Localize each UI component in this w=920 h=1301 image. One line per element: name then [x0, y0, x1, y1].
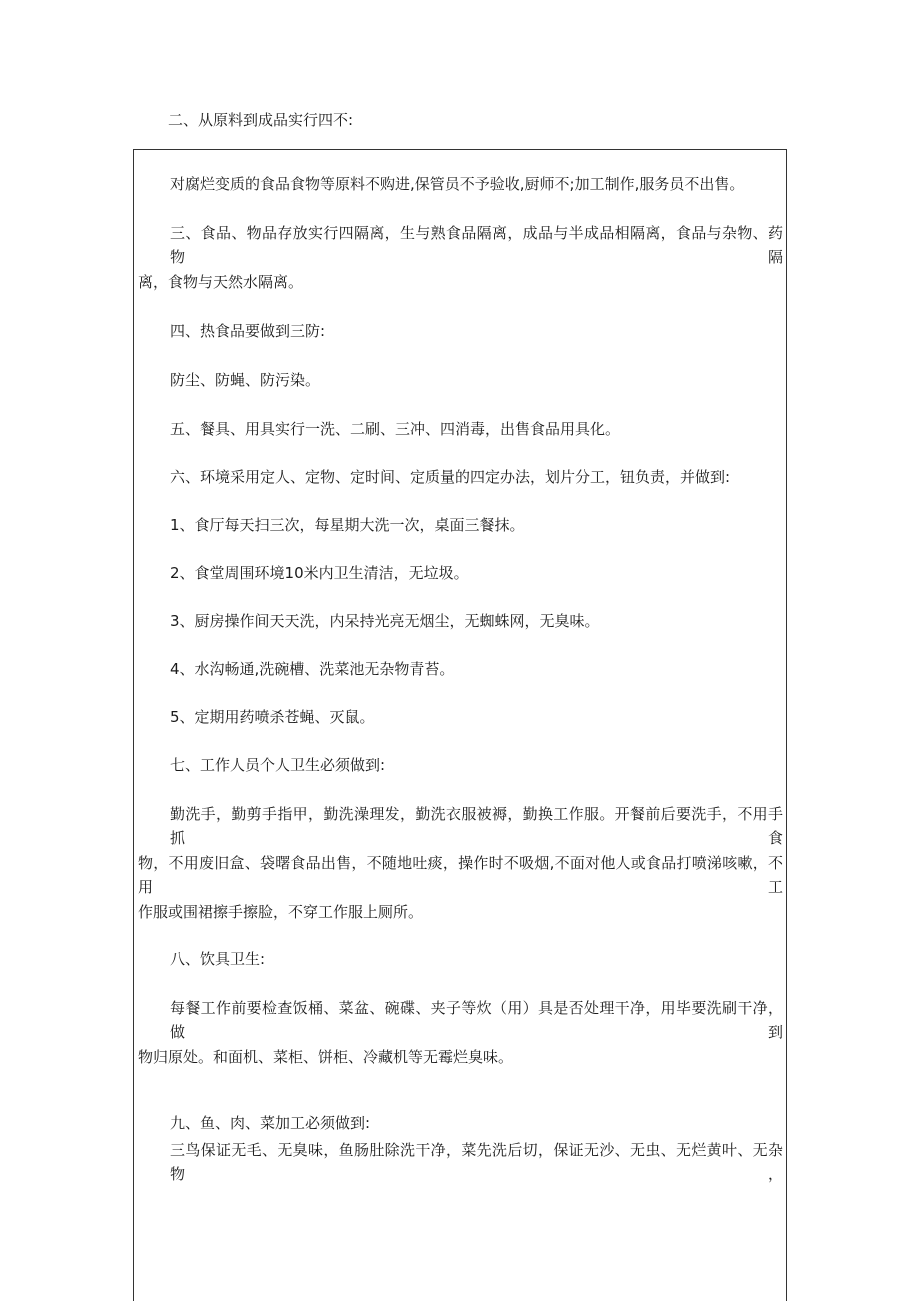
paragraph-line: 作服或围裙擦手擦脸，不穿工作服上厕所。	[138, 903, 424, 921]
paragraph-line: 七、工作人员个人卫生必须做到:	[170, 756, 386, 774]
paragraph-line: 勤洗手，勤剪手指甲，勤洗澡理发，勤洗衣服被褥，勤换工作服。开餐前后要洗手，不用手抓食	[170, 805, 783, 847]
paragraph-line: 物，不用废旧盒、袋曙食品出售，不随地吐痰，操作时不吸烟,不面对他人或食品打喷涕咳嗽，不用工	[138, 854, 783, 896]
paragraph-line: 九、鱼、肉、菜加工必须做到:	[170, 1114, 371, 1132]
paragraph-line: 三、食品、物品存放实行四隔离，生与熟食品隔离，成品与半成品相隔离，食品与杂物、药物隔	[170, 224, 783, 266]
paragraph-line: 五、餐具、用具实行一洗、二刷、三冲、四消毒，出售食品用具化。	[170, 420, 621, 438]
paragraph-line: 对腐烂变质的食品食物等原料不购进,保管员不予验收,厨师不;加工制作,服务员不出售。	[170, 175, 745, 193]
content-table-cell	[133, 149, 787, 1301]
paragraph-line: 四、热食品要做到三防:	[170, 322, 326, 340]
section-heading: 二、从原料到成品实行四不:	[168, 111, 354, 129]
paragraph-line: 离，食物与天然水隔离。	[138, 273, 304, 291]
paragraph-line: 1、食厅每天扫三次，每星期大洗一次，桌面三餐抹。	[170, 516, 525, 534]
paragraph-line: 5、定期用药喷杀苍蝇、灭鼠。	[170, 708, 375, 726]
paragraph-line: 八、饮具卫生:	[170, 950, 266, 968]
paragraph-line: 2、食堂周围环境10米内卫生清洁，无垃圾。	[170, 564, 469, 582]
paragraph-line: 防尘、防蝇、防污染。	[170, 371, 321, 389]
paragraph-line: 三鸟保证无毛、无臭味，鱼肠肚除洗干净，菜先洗后切，保证无沙、无虫、无烂黄叶、无杂物，	[170, 1141, 783, 1183]
paragraph-line: 4、水沟畅通,洗碗槽、洗菜池无杂物青苔。	[170, 660, 455, 678]
paragraph-line: 物归原处。和面机、菜柜、饼柜、冷藏机等无霉烂臭味。	[138, 1048, 514, 1066]
paragraph-line: 六、环境采用定人、定物、定时间、定质量的四定办法，划片分工，钮负责，并做到:	[170, 468, 731, 486]
paragraph-line: 每餐工作前要检查饭桶、菜盆、碗碟、夹子等炊（用）具是否处理干净，用毕要洗刷干净，做到	[170, 999, 783, 1041]
paragraph-line: 3、厨房操作间天天洗，内呆持光亮无烟尘，无蜘蛛网，无臭味。	[170, 612, 600, 630]
